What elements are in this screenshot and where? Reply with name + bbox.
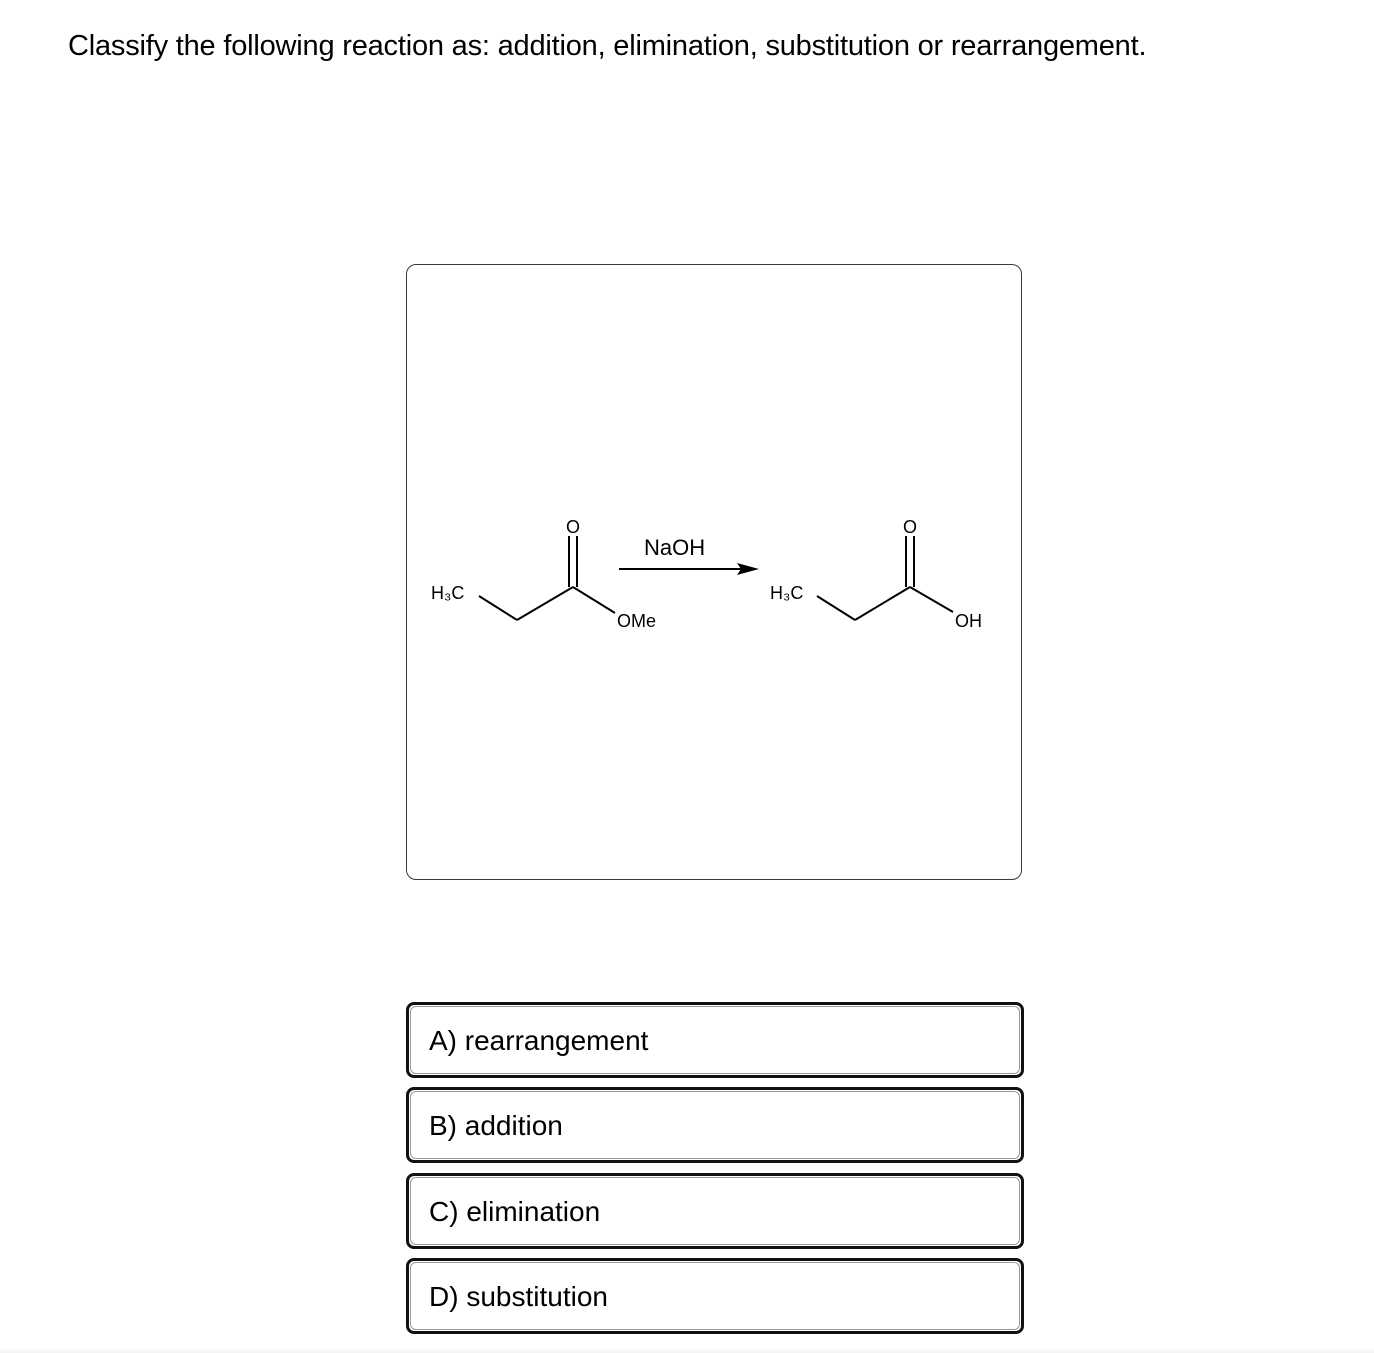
product-right-group: OH [955, 611, 982, 631]
reaction-figure [406, 264, 1022, 880]
reaction-scheme [407, 265, 1021, 879]
reactant-structure [479, 536, 615, 620]
product-carbonyl-oxygen: O [903, 517, 918, 537]
option-d-label: D) substitution [429, 1281, 608, 1312]
option-b-button[interactable] [406, 1087, 1024, 1163]
reactant-left-group: H₃C [431, 583, 465, 603]
product-bond-2 [855, 587, 910, 620]
product-structure [817, 536, 953, 620]
page-bottom-edge [0, 1347, 1374, 1353]
reactant-carbonyl-oxygen: O [566, 517, 581, 537]
option-d-button[interactable] [406, 1258, 1024, 1334]
reagent-label: NaOH [644, 535, 706, 560]
question-text: Classify the following reaction as: addition, elimination, substitution or rearrangement. [68, 30, 1147, 62]
option-a-button[interactable] [406, 1002, 1024, 1078]
reactant-bond-1 [479, 596, 517, 620]
reactant-bond-3 [573, 587, 615, 613]
product-bond-1 [817, 596, 855, 620]
product-bond-3 [910, 587, 953, 612]
option-a-label: A) rearrangement [429, 1025, 649, 1056]
reactant-bond-2 [517, 587, 573, 620]
product-left-group: H₃C [770, 583, 804, 603]
reactant-right-group: OMe [617, 611, 657, 631]
option-c-label: C) elimination [429, 1196, 601, 1227]
option-c-button[interactable] [406, 1173, 1024, 1249]
option-b-label: B) addition [429, 1110, 563, 1141]
